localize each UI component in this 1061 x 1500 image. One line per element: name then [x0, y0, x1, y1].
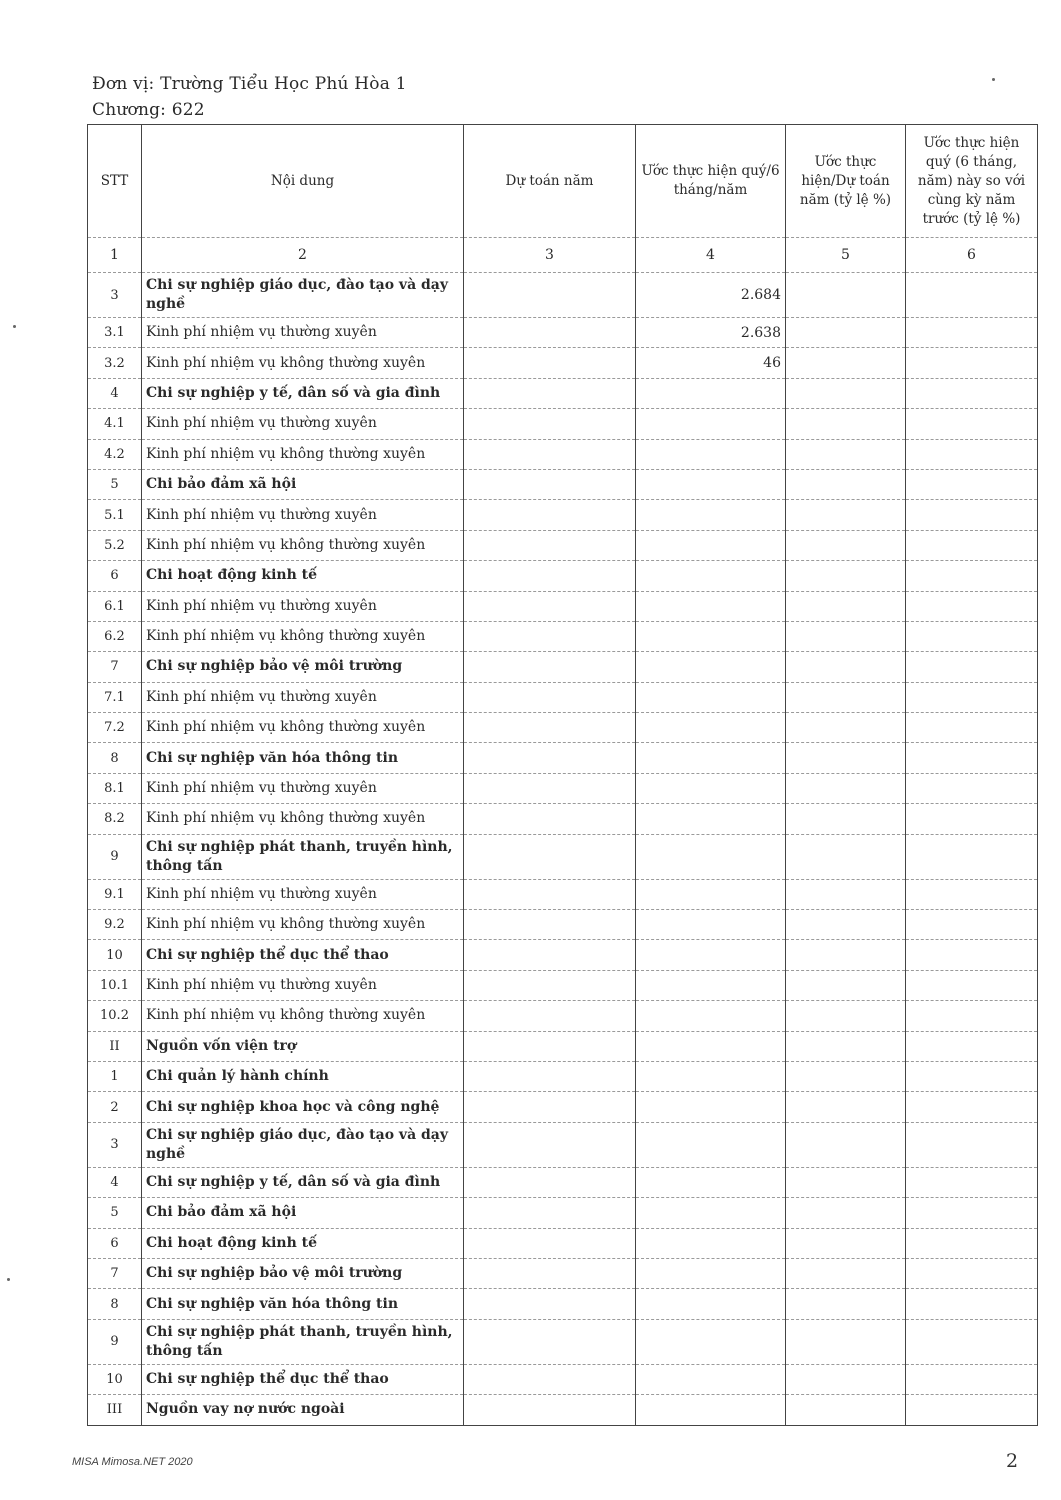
row-compare [906, 561, 1038, 591]
col-header-stt: STT [88, 125, 142, 238]
row-budget [464, 378, 636, 408]
row-estimate [636, 1319, 786, 1364]
row-budget [464, 530, 636, 560]
row-compare [906, 348, 1038, 378]
row-ratio [786, 743, 906, 773]
table-row [88, 1228, 1038, 1258]
col-number: 2 [142, 238, 464, 273]
row-budget [464, 561, 636, 591]
row-compare [906, 1031, 1038, 1061]
row-estimate [636, 530, 786, 560]
scan-speck [992, 78, 995, 81]
table-row [88, 970, 1038, 1000]
software-footer: MISA Mimosa.NET 2020 [72, 1456, 193, 1468]
row-content: Kinh phí nhiệm vụ không thường xuyên [142, 439, 464, 469]
row-compare [906, 1001, 1038, 1031]
row-content: Chi sự nghiệp văn hóa thông tin [142, 743, 464, 773]
row-compare [906, 940, 1038, 970]
row-content: Nguồn vốn viện trợ [142, 1031, 464, 1061]
table-row [88, 713, 1038, 743]
table-row [88, 940, 1038, 970]
row-compare [906, 1228, 1038, 1258]
row-stt: 10.2 [88, 1001, 142, 1031]
row-content: Kinh phí nhiệm vụ thường xuyên [142, 970, 464, 1000]
table-row [88, 318, 1038, 348]
row-compare [906, 652, 1038, 682]
row-estimate [636, 910, 786, 940]
row-compare [906, 1167, 1038, 1197]
row-stt: 5 [88, 469, 142, 499]
row-content: Chi sự nghiệp khoa học và công nghệ [142, 1092, 464, 1122]
row-stt: 5 [88, 1198, 142, 1228]
row-estimate: 2.638 [636, 318, 786, 348]
column-number-row [88, 238, 1038, 273]
row-content: Kinh phí nhiệm vụ thường xuyên [142, 591, 464, 621]
row-budget [464, 682, 636, 712]
row-stt: II [88, 1031, 142, 1061]
row-compare [906, 1061, 1038, 1091]
row-estimate [636, 970, 786, 1000]
row-stt: 3.1 [88, 318, 142, 348]
row-budget [464, 1061, 636, 1091]
table-row [88, 682, 1038, 712]
row-estimate [636, 561, 786, 591]
row-budget [464, 1319, 636, 1364]
table-row [88, 1122, 1038, 1167]
table-row [88, 773, 1038, 803]
row-ratio [786, 1289, 906, 1319]
row-compare [906, 378, 1038, 408]
row-ratio [786, 348, 906, 378]
row-budget [464, 439, 636, 469]
row-ratio [786, 591, 906, 621]
row-ratio [786, 804, 906, 834]
table-row [88, 273, 1038, 318]
table-row [88, 1319, 1038, 1364]
row-ratio [786, 1061, 906, 1091]
row-content: Kinh phí nhiệm vụ thường xuyên [142, 409, 464, 439]
row-estimate: 2.684 [636, 273, 786, 318]
row-stt: 3 [88, 1122, 142, 1167]
row-estimate [636, 1167, 786, 1197]
scan-speck [13, 325, 16, 328]
row-ratio [786, 1319, 906, 1364]
row-estimate [636, 621, 786, 651]
row-budget [464, 500, 636, 530]
row-content: Chi sự nghiệp giáo dục, đào tạo và dạy nghề [142, 1122, 464, 1167]
row-stt: III [88, 1395, 142, 1425]
budget-report-table [87, 124, 1038, 1426]
row-budget [464, 1228, 636, 1258]
table-row [88, 743, 1038, 773]
table-row [88, 530, 1038, 560]
row-budget [464, 910, 636, 940]
row-ratio [786, 1364, 906, 1394]
row-estimate [636, 879, 786, 909]
row-ratio [786, 652, 906, 682]
table-row [88, 348, 1038, 378]
row-ratio [786, 500, 906, 530]
table-row [88, 621, 1038, 651]
table-row [88, 1289, 1038, 1319]
row-compare [906, 318, 1038, 348]
row-compare [906, 1319, 1038, 1364]
row-content: Chi hoạt động kinh tế [142, 1228, 464, 1258]
row-estimate: 46 [636, 348, 786, 378]
row-budget [464, 970, 636, 1000]
row-stt: 5.1 [88, 500, 142, 530]
row-stt: 4.2 [88, 439, 142, 469]
row-estimate [636, 743, 786, 773]
row-ratio [786, 713, 906, 743]
row-estimate [636, 834, 786, 879]
row-content: Kinh phí nhiệm vụ thường xuyên [142, 773, 464, 803]
row-ratio [786, 439, 906, 469]
row-compare [906, 1258, 1038, 1288]
row-compare [906, 273, 1038, 318]
row-budget [464, 318, 636, 348]
row-compare [906, 1198, 1038, 1228]
row-ratio [786, 273, 906, 318]
row-compare [906, 439, 1038, 469]
row-content: Nguồn vay nợ nước ngoài [142, 1395, 464, 1425]
row-estimate [636, 591, 786, 621]
row-estimate [636, 773, 786, 803]
row-estimate [636, 1061, 786, 1091]
row-content: Chi sự nghiệp phát thanh, truyền hình, thông tấn [142, 834, 464, 879]
row-stt: 3 [88, 273, 142, 318]
row-content: Chi sự nghiệp giáo dục, đào tạo và dạy nghề [142, 273, 464, 318]
scan-speck [7, 1278, 10, 1281]
row-ratio [786, 530, 906, 560]
row-content: Chi hoạt động kinh tế [142, 561, 464, 591]
row-ratio [786, 621, 906, 651]
row-compare [906, 1122, 1038, 1167]
row-compare [906, 682, 1038, 712]
row-estimate [636, 1198, 786, 1228]
row-ratio [786, 469, 906, 499]
row-content: Chi sự nghiệp thể dục thể thao [142, 940, 464, 970]
table-row [88, 1395, 1038, 1425]
row-content: Chi sự nghiệp phát thanh, truyền hình, thông tấn [142, 1319, 464, 1364]
row-budget [464, 879, 636, 909]
col-number: 6 [906, 238, 1038, 273]
row-compare [906, 500, 1038, 530]
row-budget [464, 1031, 636, 1061]
table-row [88, 1198, 1038, 1228]
row-stt: 1 [88, 1061, 142, 1091]
row-compare [906, 879, 1038, 909]
row-stt: 6 [88, 561, 142, 591]
row-compare [906, 530, 1038, 560]
row-content: Kinh phí nhiệm vụ không thường xuyên [142, 621, 464, 651]
table-row [88, 834, 1038, 879]
row-compare [906, 713, 1038, 743]
row-stt: 6.2 [88, 621, 142, 651]
row-content: Chi sự nghiệp y tế, dân số và gia đình [142, 1167, 464, 1197]
table-row [88, 1364, 1038, 1394]
row-ratio [786, 1198, 906, 1228]
col-number: 4 [636, 238, 786, 273]
row-compare [906, 970, 1038, 1000]
table-row [88, 500, 1038, 530]
unit-name: Đơn vị: Trường Tiểu Học Phú Hòa 1 [92, 74, 407, 94]
table-row [88, 879, 1038, 909]
row-estimate [636, 713, 786, 743]
row-stt: 9 [88, 1319, 142, 1364]
row-compare [906, 910, 1038, 940]
table-row [88, 591, 1038, 621]
table-row [88, 1001, 1038, 1031]
row-content: Chi quản lý hành chính [142, 1061, 464, 1091]
row-ratio [786, 1258, 906, 1288]
table-row [88, 378, 1038, 408]
row-budget [464, 273, 636, 318]
row-estimate [636, 1092, 786, 1122]
row-budget [464, 652, 636, 682]
row-budget [464, 1258, 636, 1288]
row-budget [464, 348, 636, 378]
row-estimate [636, 1364, 786, 1394]
row-content: Kinh phí nhiệm vụ thường xuyên [142, 682, 464, 712]
col-header-content: Nội dung [142, 125, 464, 238]
col-header-estimate: Ước thực hiện quý/6 tháng/năm [636, 125, 786, 238]
page-number: 2 [1006, 1450, 1019, 1472]
table-row [88, 1092, 1038, 1122]
row-budget [464, 469, 636, 499]
table-row [88, 469, 1038, 499]
row-ratio [786, 1092, 906, 1122]
row-ratio [786, 1167, 906, 1197]
row-ratio [786, 378, 906, 408]
row-ratio [786, 834, 906, 879]
row-budget [464, 1001, 636, 1031]
row-stt: 9.2 [88, 910, 142, 940]
row-stt: 7 [88, 1258, 142, 1288]
table-row [88, 1031, 1038, 1061]
row-content: Chi sự nghiệp thể dục thể thao [142, 1364, 464, 1394]
row-budget [464, 743, 636, 773]
row-content: Kinh phí nhiệm vụ không thường xuyên [142, 910, 464, 940]
row-stt: 9 [88, 834, 142, 879]
chapter-code: Chương: 622 [92, 100, 205, 120]
row-estimate [636, 804, 786, 834]
col-number: 1 [88, 238, 142, 273]
row-compare [906, 1364, 1038, 1394]
row-content: Chi bảo đảm xã hội [142, 469, 464, 499]
row-content: Kinh phí nhiệm vụ không thường xuyên [142, 804, 464, 834]
row-budget [464, 621, 636, 651]
row-ratio [786, 1001, 906, 1031]
row-estimate [636, 652, 786, 682]
row-ratio [786, 1228, 906, 1258]
table-row [88, 652, 1038, 682]
row-stt: 10 [88, 1364, 142, 1394]
row-stt: 7 [88, 652, 142, 682]
row-content: Chi sự nghiệp bảo vệ môi trường [142, 1258, 464, 1288]
row-ratio [786, 409, 906, 439]
col-number: 3 [464, 238, 636, 273]
row-compare [906, 621, 1038, 651]
table-row [88, 1258, 1038, 1288]
row-estimate [636, 469, 786, 499]
row-budget [464, 1092, 636, 1122]
row-estimate [636, 1258, 786, 1288]
table-row [88, 910, 1038, 940]
row-stt: 8.2 [88, 804, 142, 834]
row-ratio [786, 318, 906, 348]
row-ratio [786, 970, 906, 1000]
row-ratio [786, 879, 906, 909]
row-stt: 6.1 [88, 591, 142, 621]
row-compare [906, 1289, 1038, 1319]
table-row [88, 1167, 1038, 1197]
row-budget [464, 804, 636, 834]
row-estimate [636, 439, 786, 469]
row-budget [464, 1167, 636, 1197]
col-header-budget: Dự toán năm [464, 125, 636, 238]
row-estimate [636, 500, 786, 530]
col-number: 5 [786, 238, 906, 273]
row-estimate [636, 1289, 786, 1319]
col-header-ratio: Ước thực hiện/Dự toán năm (tỷ lệ %) [786, 125, 906, 238]
row-budget [464, 1198, 636, 1228]
row-content: Kinh phí nhiệm vụ thường xuyên [142, 500, 464, 530]
row-compare [906, 1092, 1038, 1122]
row-estimate [636, 1395, 786, 1425]
row-budget [464, 409, 636, 439]
row-ratio [786, 910, 906, 940]
row-stt: 8 [88, 743, 142, 773]
table-header-row [88, 125, 1038, 238]
table-row [88, 409, 1038, 439]
row-content: Chi sự nghiệp bảo vệ môi trường [142, 652, 464, 682]
row-content: Chi sự nghiệp y tế, dân số và gia đình [142, 378, 464, 408]
row-stt: 7.1 [88, 682, 142, 712]
row-compare [906, 591, 1038, 621]
row-estimate [636, 1031, 786, 1061]
row-content: Kinh phí nhiệm vụ không thường xuyên [142, 348, 464, 378]
row-ratio [786, 773, 906, 803]
row-stt: 4 [88, 378, 142, 408]
row-estimate [636, 1001, 786, 1031]
row-budget [464, 834, 636, 879]
row-stt: 6 [88, 1228, 142, 1258]
row-stt: 9.1 [88, 879, 142, 909]
row-estimate [636, 940, 786, 970]
row-ratio [786, 1122, 906, 1167]
row-ratio [786, 561, 906, 591]
row-stt: 10.1 [88, 970, 142, 1000]
row-ratio [786, 940, 906, 970]
row-estimate [636, 1122, 786, 1167]
row-stt: 5.2 [88, 530, 142, 560]
row-ratio [786, 682, 906, 712]
row-stt: 4.1 [88, 409, 142, 439]
row-content: Kinh phí nhiệm vụ không thường xuyên [142, 713, 464, 743]
row-compare [906, 469, 1038, 499]
row-stt: 8.1 [88, 773, 142, 803]
row-budget [464, 1289, 636, 1319]
col-header-compare: Ước thực hiện quý (6 tháng, năm) này so với cùng kỳ năm trước (tỷ lệ %) [906, 125, 1038, 238]
table-row [88, 1061, 1038, 1091]
row-compare [906, 1395, 1038, 1425]
row-stt: 7.2 [88, 713, 142, 743]
row-compare [906, 834, 1038, 879]
row-estimate [636, 682, 786, 712]
row-budget [464, 1122, 636, 1167]
row-estimate [636, 378, 786, 408]
row-content: Kinh phí nhiệm vụ thường xuyên [142, 879, 464, 909]
row-content: Kinh phí nhiệm vụ không thường xuyên [142, 530, 464, 560]
row-budget [464, 1364, 636, 1394]
table-row [88, 561, 1038, 591]
row-stt: 10 [88, 940, 142, 970]
row-content: Kinh phí nhiệm vụ không thường xuyên [142, 1001, 464, 1031]
row-budget [464, 773, 636, 803]
row-budget [464, 940, 636, 970]
row-content: Chi sự nghiệp văn hóa thông tin [142, 1289, 464, 1319]
row-stt: 4 [88, 1167, 142, 1197]
row-stt: 2 [88, 1092, 142, 1122]
row-compare [906, 409, 1038, 439]
row-compare [906, 743, 1038, 773]
table-row [88, 804, 1038, 834]
row-budget [464, 591, 636, 621]
row-content: Chi bảo đảm xã hội [142, 1198, 464, 1228]
row-compare [906, 773, 1038, 803]
row-stt: 8 [88, 1289, 142, 1319]
row-budget [464, 713, 636, 743]
row-stt: 3.2 [88, 348, 142, 378]
row-budget [464, 1395, 636, 1425]
table-row [88, 439, 1038, 469]
row-ratio [786, 1031, 906, 1061]
row-ratio [786, 1395, 906, 1425]
row-compare [906, 804, 1038, 834]
row-estimate [636, 1228, 786, 1258]
row-estimate [636, 409, 786, 439]
row-content: Kinh phí nhiệm vụ thường xuyên [142, 318, 464, 348]
